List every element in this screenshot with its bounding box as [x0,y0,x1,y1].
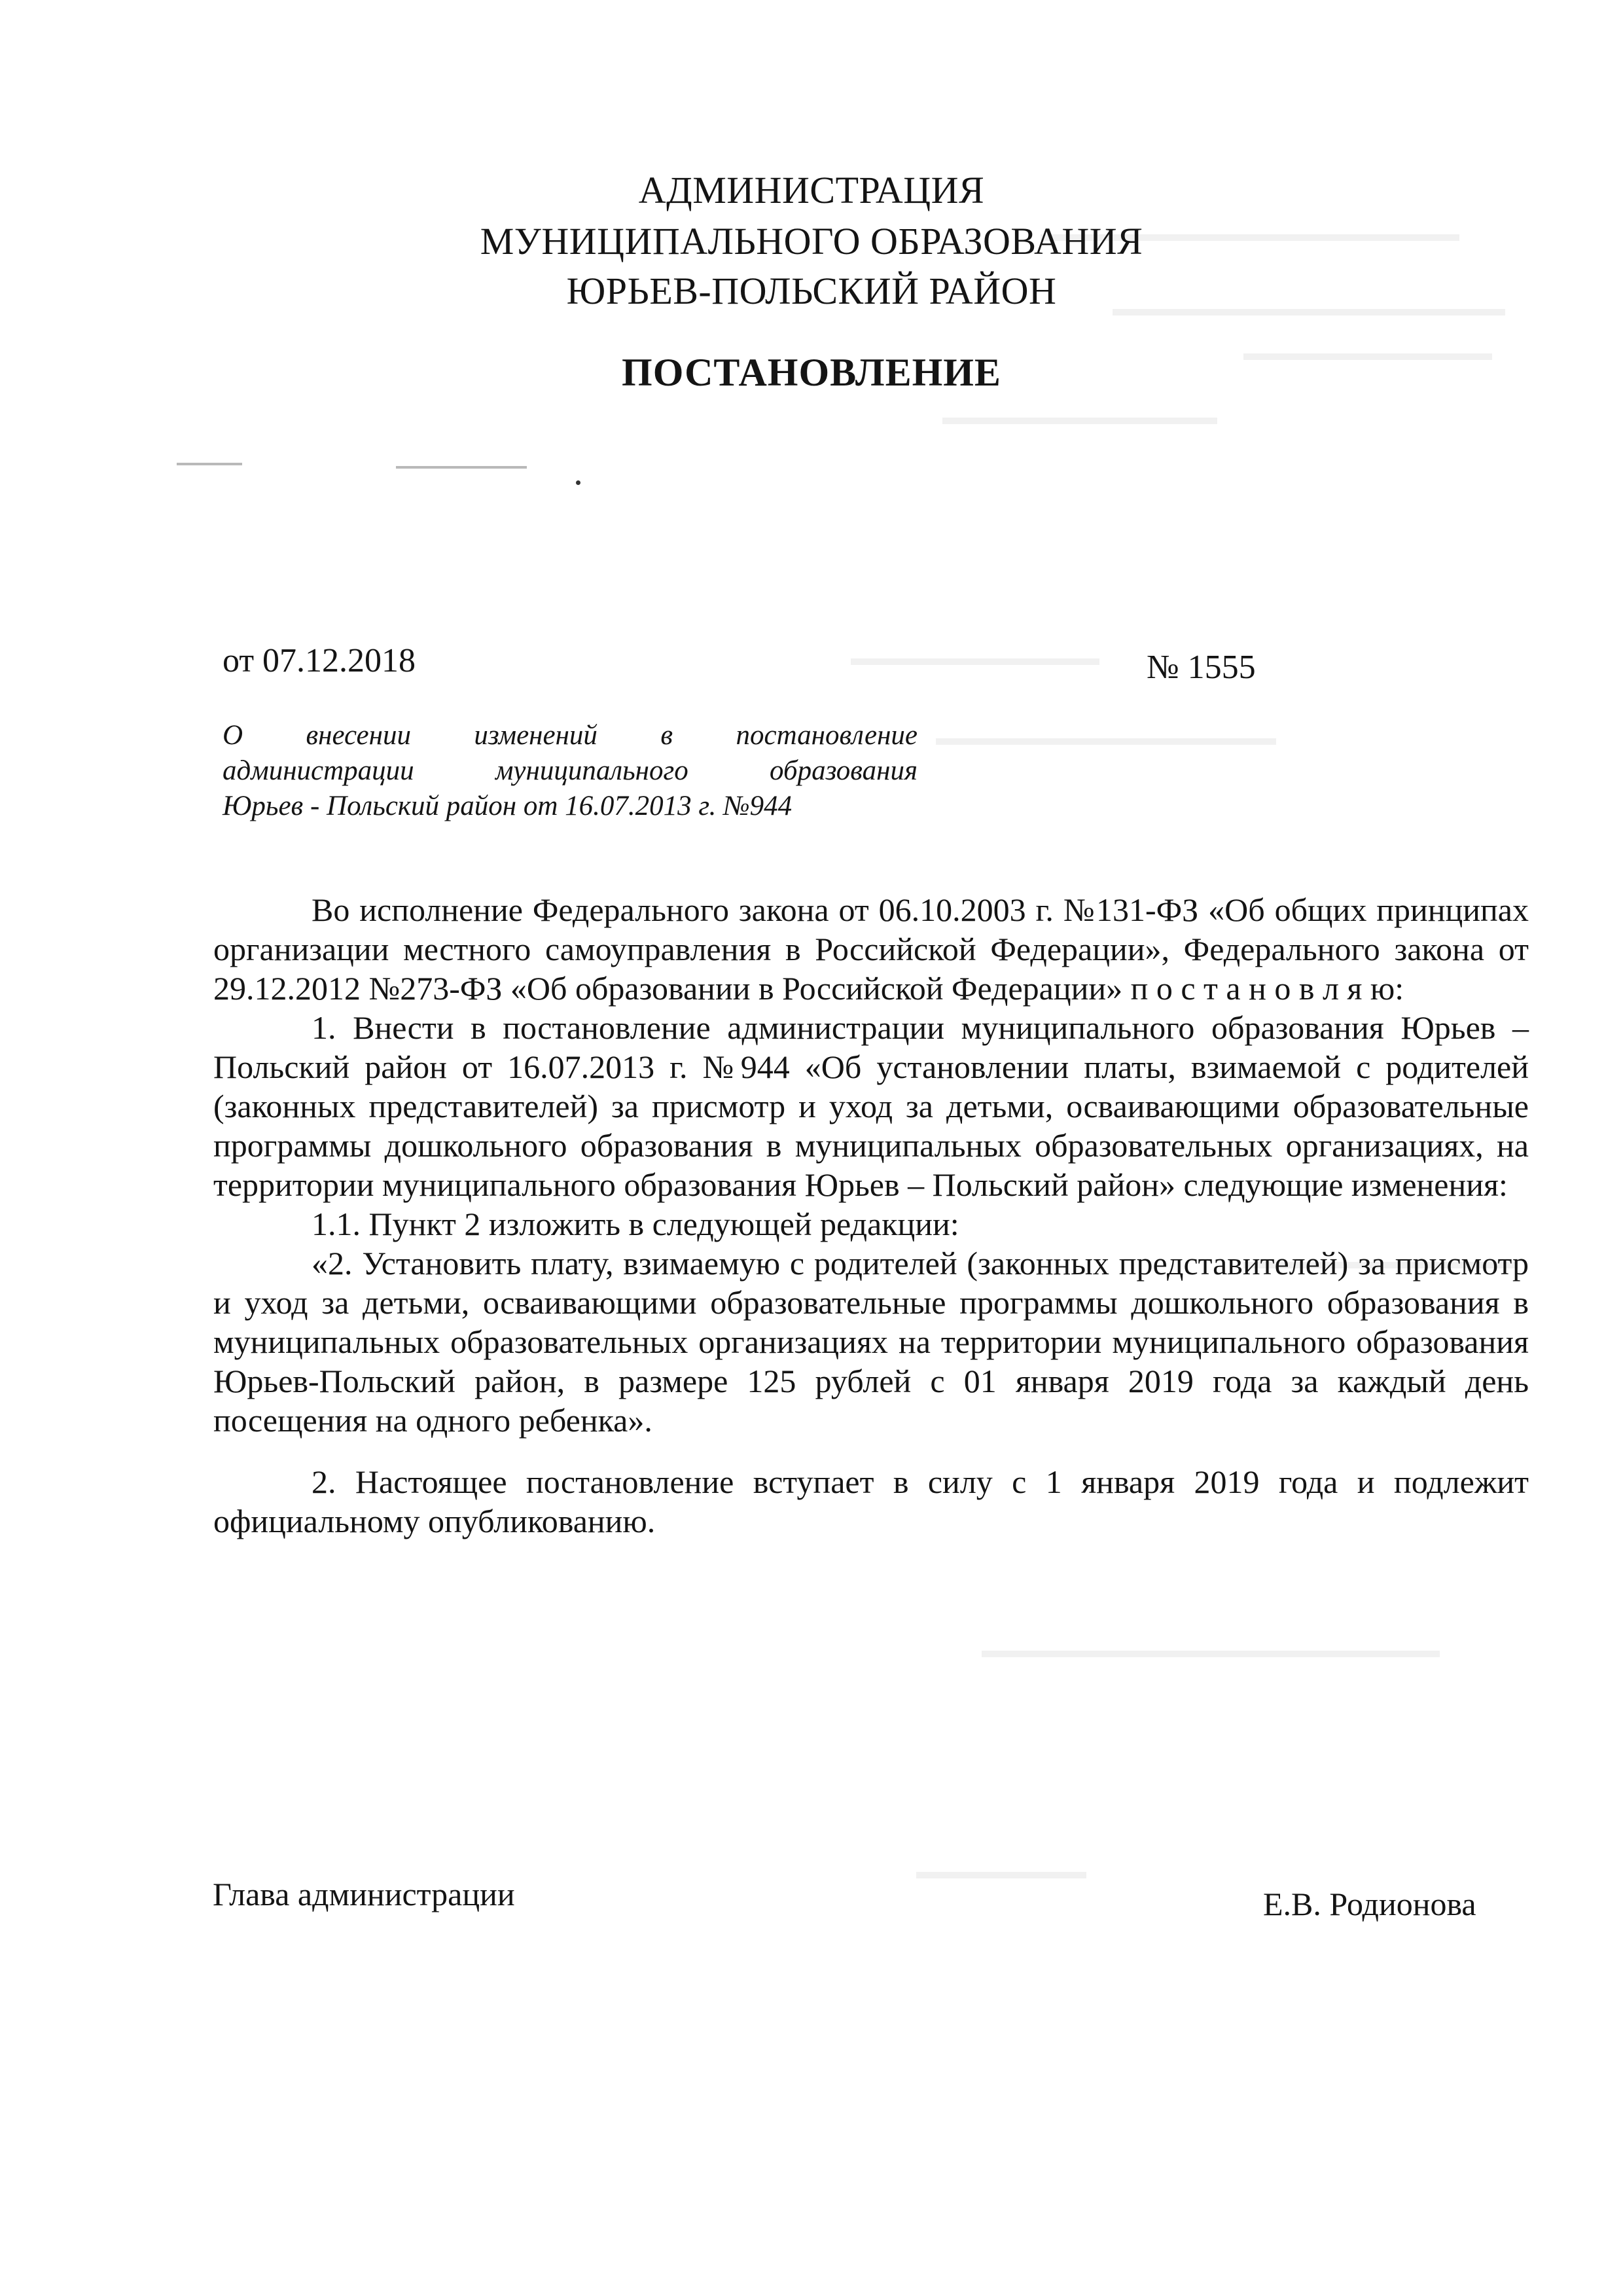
document-date: от 07.12.2018 [223,642,416,679]
header-line-2: МУНИЦИПАЛЬНОГО ОБРАЗОВАНИЯ [480,220,1143,262]
stray-mark [177,463,242,465]
subject-line: Юрьев - Польский район от 16.07.2013 г. №944 [223,791,793,821]
show-through-mark [942,418,1217,424]
show-through-mark [936,738,1276,745]
subject-line: администрации муниципального образования [223,755,918,786]
stray-dot [576,480,580,485]
signature-role: Глава администрации [213,1876,515,1912]
document-number: № 1555 [1147,649,1256,686]
document-type-title: ПОСТАНОВЛЕНИЕ [622,351,1001,394]
show-through-mark [851,658,1099,665]
document-body [213,890,1529,1541]
item-1-paragraph: 1. Внести в постановление администрации муниципального образования Юрьев – Польский район от 16.07.2013 г. №944 «Об установлении платы, взимаемой с родителей (законных представителей) за присмотр и уход за детьми, осваивающими образовательные программы дошкольного образования в муниципальных образовательных организациях, на территории муниципального образования Юрьев – Польский район» следующие изменения: [213,1009,1529,1203]
document-subject [223,718,918,824]
subject-line: О внесении изменений в постановление [223,720,918,751]
header-line-3: ЮРЬЕВ-ПОЛЬСКИЙ РАЙОН [566,270,1057,312]
item-1-1-text-paragraph: «2. Установить плату, взимаемую с родителей (законных представителей) за присмотр и уход за детьми, осваивающими образовательные программы дошкольного образования в муниципальных образовательных организациях на территории муниципального образования Юрьев-Польский район, в размере 125 рублей с 01 января 2019 года за каждый день посещения на одного ребенка». [213,1245,1529,1439]
show-through-mark [982,1651,1440,1657]
stray-mark [396,466,527,469]
item-2-paragraph: 2. Настоящее постановление вступает в силу с 1 января 2019 года и подлежит официальному опубликованию. [213,1463,1529,1539]
show-through-mark [916,1872,1086,1878]
header-line-1: АДМИНИСТРАЦИЯ [638,169,985,211]
preamble-paragraph: Во исполнение Федерального закона от 06.10.2003 г. №131-ФЗ «Об общих принципах организации местного самоуправления в Российской Федерации», Федерального закона от 29.12.2012 №273-ФЗ «Об образовании в Российской Федерации» п о с т а н о в л я ю: [213,891,1529,1007]
item-1-1-paragraph: 1.1. Пункт 2 изложить в следующей редакции: [312,1206,959,1242]
signature-name: Е.В. Родионова [1263,1886,1476,1922]
